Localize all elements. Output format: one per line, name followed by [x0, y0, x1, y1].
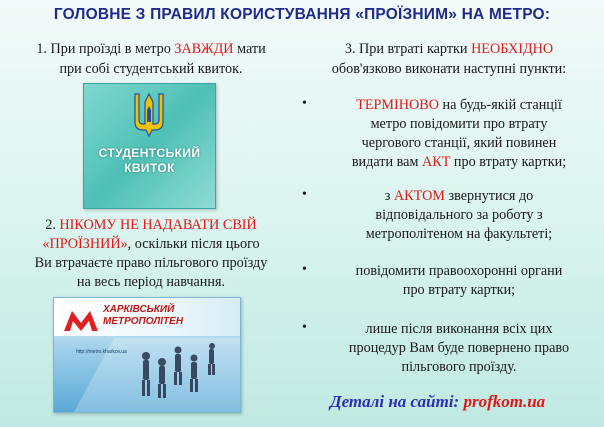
item-2-text-a: звернутися до	[444, 188, 534, 204]
item-2-text-c: метрополітеном на факультеті;	[365, 226, 553, 242]
item-1-text-a: на будь-якій станції	[438, 97, 562, 113]
rule-2-line4: на весь період навчання.	[76, 274, 226, 290]
item-3-text-b: про втрату картки;	[402, 282, 516, 298]
rule-2-prefix: 2.	[45, 217, 60, 233]
bullet-icon: •	[302, 96, 307, 111]
list-item	[302, 262, 598, 300]
list-item	[302, 96, 598, 172]
bullet-icon: •	[302, 187, 307, 202]
rule-3-highlight: НЕОБХІДНО	[471, 41, 554, 57]
item-3-text-a: повідомити правоохоронні органи	[355, 263, 563, 279]
item-2-highlight: АКТОМ	[393, 188, 445, 204]
trident-icon	[132, 92, 166, 138]
rule-1-prefix: 1. При проїзді в метро	[36, 41, 175, 57]
footer-website-link[interactable]: profkom.ua	[463, 392, 546, 411]
rule-3-prefix: 3. При втраті картки	[344, 41, 472, 57]
rule-2-highlight2: «ПРОЇЗНИЙ»	[42, 236, 128, 252]
item-1-highlight: ТЕРМІНОВО	[356, 97, 439, 113]
footer-label: Деталі на сайті:	[330, 392, 464, 411]
item-1-text-d-suffix: про втрату картки;	[450, 154, 567, 170]
rule-2-highlight1: НІКОМУ НЕ НАДАВАТИ СВІЙ	[59, 217, 257, 233]
metro-card-line1: ХАРКІВСЬКИЙ	[103, 304, 175, 315]
item-4-text-c: пільгового проїзду.	[401, 359, 517, 375]
rule-3-line2: обов'язково виконати наступні пункти:	[331, 61, 567, 77]
rule-1-suffix: мати	[233, 41, 266, 57]
rule-1-highlight: ЗАВЖДИ	[174, 41, 234, 57]
item-1-text-d-highlight: АКТ	[421, 154, 451, 170]
item-2-prefix: з	[384, 188, 394, 204]
bullet-icon: •	[302, 262, 307, 277]
rule-2-suffix: , оскільки після цього	[127, 236, 260, 252]
rule-2-line3: Ви втрачаєте право пільгового проїзду	[34, 255, 268, 271]
metro-card-url: http://metro.kharkov.ua	[76, 349, 127, 355]
rule-3	[303, 39, 595, 79]
item-2-text-b: відповідального за роботу з	[375, 207, 543, 223]
bullet-icon: •	[302, 320, 307, 335]
list-item	[302, 320, 598, 377]
list-item	[302, 187, 598, 244]
student-card-image	[83, 83, 216, 209]
student-card-line1: СТУДЕНТСЬКИЙ	[98, 146, 201, 160]
rule-2	[8, 216, 294, 292]
item-1-text-d-prefix: видати вам	[351, 154, 422, 170]
footer-details	[330, 392, 545, 412]
page-title: ГОЛОВНЕ З ПРАВИЛ КОРИСТУВАННЯ «ПРОЇЗНИМ» НА МЕТРО:	[53, 6, 551, 23]
item-1-text-c: чергового станції, який повинен	[361, 135, 557, 151]
metro-card-image	[53, 297, 241, 413]
rule-1	[10, 39, 292, 79]
rule-1-line2: при собі студентський квиток.	[59, 61, 243, 77]
metro-logo-icon	[62, 305, 100, 335]
metro-card-line2: МЕТРОПОЛІТЕН	[103, 316, 184, 327]
item-4-text-b: процедур Вам буде повернено право	[348, 340, 570, 356]
item-4-text-a: лише після виконання всіх цих	[365, 321, 553, 337]
student-card-line2: КВИТОК	[124, 161, 175, 175]
item-1-text-b: метро повідомити про втрату	[370, 116, 548, 132]
